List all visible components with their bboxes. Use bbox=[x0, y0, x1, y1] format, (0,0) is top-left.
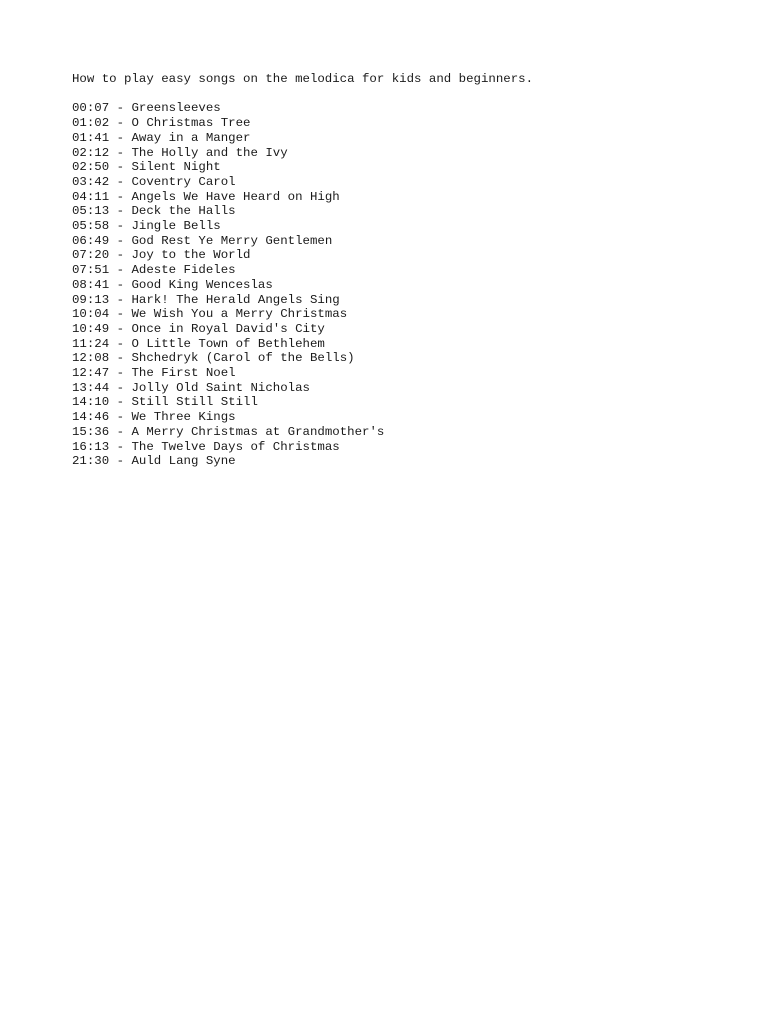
track-item bbox=[72, 425, 732, 440]
track-time: 05:58 bbox=[72, 219, 110, 234]
track-separator: - bbox=[109, 454, 132, 469]
track-separator: - bbox=[109, 292, 132, 307]
track-time: 15:36 bbox=[72, 424, 110, 439]
track-title: Jingle Bells bbox=[131, 219, 221, 234]
track-time: 14:10 bbox=[72, 395, 110, 410]
track-item bbox=[72, 278, 732, 293]
track-title: Shchedryk (Carol of the Bells) bbox=[131, 351, 355, 366]
track-time: 03:42 bbox=[72, 174, 110, 189]
track-time: 01:02 bbox=[72, 116, 110, 131]
track-title: Coventry Carol bbox=[131, 174, 236, 189]
track-item bbox=[72, 293, 732, 308]
track-item bbox=[72, 234, 732, 249]
track-separator: - bbox=[109, 395, 132, 410]
track-time: 06:49 bbox=[72, 233, 110, 248]
track-title: A Merry Christmas at Grandmother's bbox=[131, 424, 385, 439]
track-separator: - bbox=[109, 321, 132, 336]
track-title: Greensleeves bbox=[131, 101, 221, 116]
track-time: 04:11 bbox=[72, 189, 110, 204]
track-item bbox=[72, 175, 732, 190]
track-item bbox=[72, 337, 732, 352]
track-title: The Twelve Days of Christmas bbox=[131, 439, 340, 454]
track-separator: - bbox=[109, 233, 132, 248]
track-time: 09:13 bbox=[72, 292, 110, 307]
track-title: The First Noel bbox=[131, 366, 236, 381]
track-separator: - bbox=[109, 351, 132, 366]
track-separator: - bbox=[109, 439, 132, 454]
track-separator: - bbox=[109, 145, 132, 160]
track-separator: - bbox=[109, 219, 132, 234]
track-item bbox=[72, 263, 732, 278]
track-title: Good King Wenceslas bbox=[131, 277, 273, 292]
track-item bbox=[72, 146, 732, 161]
track-item bbox=[72, 366, 732, 381]
track-item bbox=[72, 307, 732, 322]
track-title: Jolly Old Saint Nicholas bbox=[131, 380, 310, 395]
track-time: 12:08 bbox=[72, 351, 110, 366]
track-item bbox=[72, 131, 732, 146]
track-title: Auld Lang Syne bbox=[131, 454, 236, 469]
track-item bbox=[72, 410, 732, 425]
track-item bbox=[72, 219, 732, 234]
track-title: Joy to the World bbox=[131, 248, 251, 263]
track-title: We Three Kings bbox=[131, 410, 236, 425]
track-time: 10:04 bbox=[72, 307, 110, 322]
track-time: 21:30 bbox=[72, 454, 110, 469]
intro-text: How to play easy songs on the melodica for kids and beginners. bbox=[72, 72, 534, 86]
track-item bbox=[72, 116, 732, 131]
track-item bbox=[72, 440, 732, 455]
track-title: Away in a Manger bbox=[131, 130, 251, 145]
track-separator: - bbox=[109, 248, 132, 263]
track-time: 13:44 bbox=[72, 380, 110, 395]
track-item bbox=[72, 395, 732, 410]
track-separator: - bbox=[109, 204, 132, 219]
document-page bbox=[72, 72, 732, 469]
track-time: 10:49 bbox=[72, 321, 110, 336]
track-time: 12:47 bbox=[72, 366, 110, 381]
track-time: 16:13 bbox=[72, 439, 110, 454]
track-separator: - bbox=[109, 424, 132, 439]
track-time: 07:51 bbox=[72, 263, 110, 278]
track-title: The Holly and the Ivy bbox=[131, 145, 288, 160]
track-time: 00:07 bbox=[72, 101, 110, 116]
track-item bbox=[72, 190, 732, 205]
track-title: Hark! The Herald Angels Sing bbox=[131, 292, 340, 307]
track-separator: - bbox=[109, 380, 132, 395]
track-item bbox=[72, 351, 732, 366]
track-title: Once in Royal David's City bbox=[131, 321, 325, 336]
track-separator: - bbox=[109, 366, 132, 381]
track-separator: - bbox=[109, 130, 132, 145]
track-time: 11:24 bbox=[72, 336, 110, 351]
track-item bbox=[72, 454, 732, 469]
track-item bbox=[72, 322, 732, 337]
track-separator: - bbox=[109, 307, 132, 322]
track-separator: - bbox=[109, 263, 132, 278]
track-title: O Christmas Tree bbox=[131, 116, 251, 131]
track-separator: - bbox=[109, 101, 132, 116]
track-title: We Wish You a Merry Christmas bbox=[131, 307, 348, 322]
track-separator: - bbox=[109, 174, 132, 189]
track-title: God Rest Ye Merry Gentlemen bbox=[131, 233, 333, 248]
track-time: 07:20 bbox=[72, 248, 110, 263]
track-title: Adeste Fideles bbox=[131, 263, 236, 278]
track-title: O Little Town of Bethlehem bbox=[131, 336, 325, 351]
track-time: 01:41 bbox=[72, 130, 110, 145]
track-separator: - bbox=[109, 336, 132, 351]
track-item bbox=[72, 248, 732, 263]
track-item bbox=[72, 204, 732, 219]
track-time: 05:13 bbox=[72, 204, 110, 219]
track-item bbox=[72, 381, 732, 396]
track-title: Silent Night bbox=[131, 160, 221, 175]
track-time: 02:50 bbox=[72, 160, 110, 175]
track-title: Deck the Halls bbox=[131, 204, 236, 219]
track-time: 14:46 bbox=[72, 410, 110, 425]
track-separator: - bbox=[109, 116, 132, 131]
track-time: 08:41 bbox=[72, 277, 110, 292]
track-separator: - bbox=[109, 277, 132, 292]
track-separator: - bbox=[109, 189, 132, 204]
track-separator: - bbox=[109, 160, 132, 175]
track-time: 02:12 bbox=[72, 145, 110, 160]
track-title: Angels We Have Heard on High bbox=[131, 189, 340, 204]
track-list bbox=[72, 101, 732, 469]
track-title: Still Still Still bbox=[131, 395, 258, 410]
track-separator: - bbox=[109, 410, 132, 425]
track-item bbox=[72, 160, 732, 175]
track-item bbox=[72, 101, 732, 116]
